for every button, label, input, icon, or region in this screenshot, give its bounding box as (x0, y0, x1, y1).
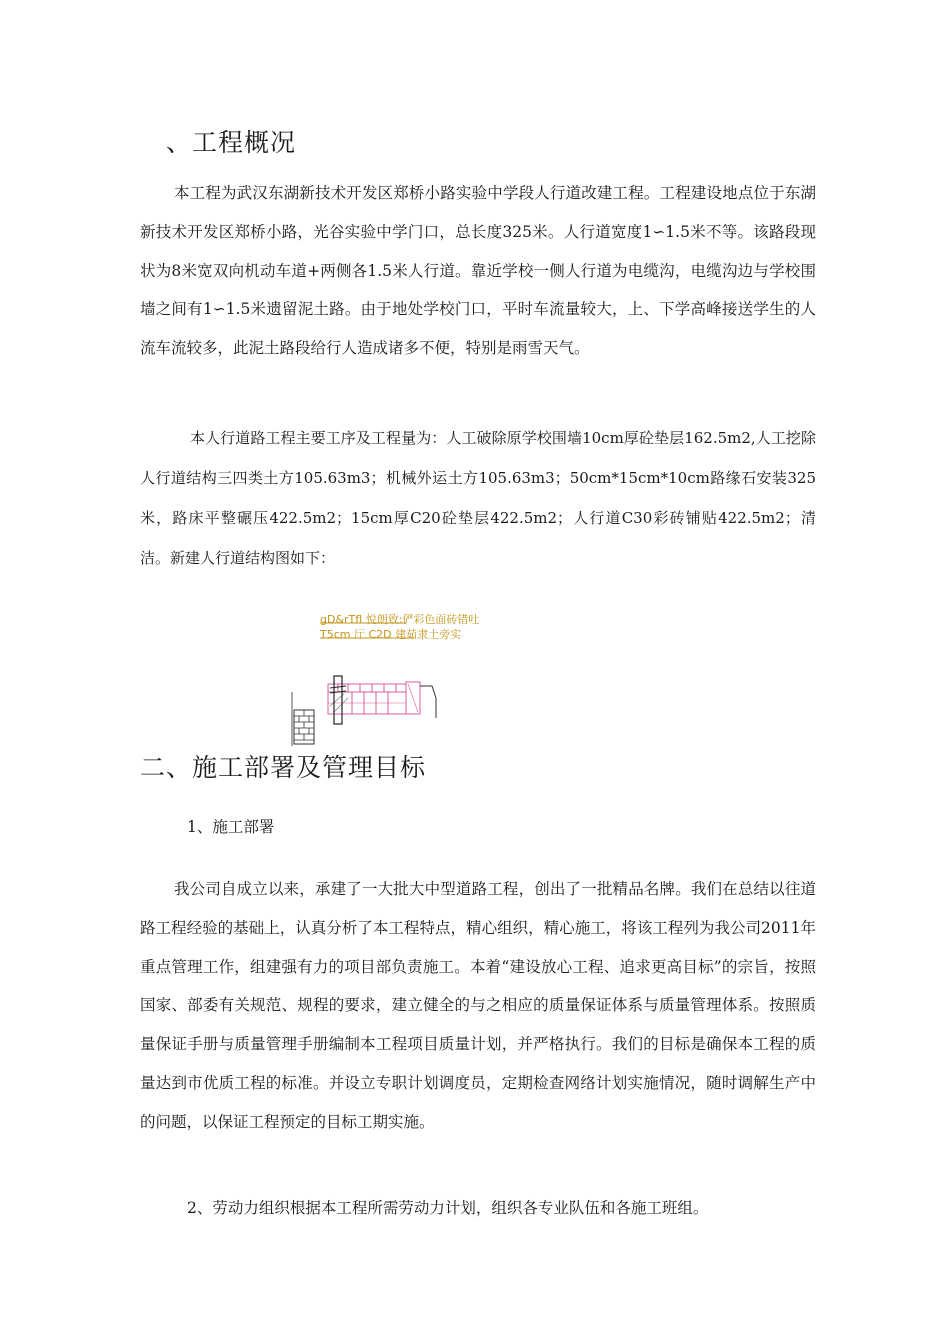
figure-label-concrete: T5cm 厅 C2D 建茹隶土旁实 (320, 628, 462, 641)
section-2-subheading-1: 1、施工部署 (187, 818, 275, 836)
section-1-paragraph-1: 本工程为武汉东湖新技术开发区郑桥小路实验中学段人行道改建工程。工程建设地点位于东湖新技术开发区郑桥小路，光谷实验中学门口，总长度325米。人行道宽度1∽1.5米不等。该路段现状为8米宽双向机动车道+两侧各1.5米人行道。靠近学校一侧人行道为电缆沟，电缆沟边与学校围墙之间有1∽1.5米遗留泥土路。由于地处学校门口，平时车流量较大，上、下学高峰接送学生的人流车流较多，此泥土路段给行人造成诸多不便，特别是雨雪天气。 (140, 184, 816, 358)
figure-label-paver: gD&rTfl 悦朗致:俨彩色面砖错吐 (320, 613, 480, 626)
section-2-title: 二、施工部署及管理目标 (140, 753, 427, 782)
section-2-subheading-2: 2、劳动力组织根据本工程所需劳动力计划，组织各专业队伍和各施工班组。 (187, 1199, 709, 1217)
sidewalk-structure-figure (290, 606, 520, 746)
section-1-title: 、工程概况 (166, 128, 297, 157)
section-2-paragraph-1: 我公司自成立以来，承建了一大批大中型道路工程，创出了一批精品名牌。我们在总结以往道路工程经验的基础上，认真分析了本工程特点，精心组织，精心施工，将该工程列为我公司2011年重点管理工作，组建强有力的项目部负责施工。本着“建设放心工程、追求更高目标”的宗旨，按照国家、部委有关规范、规程的要求，建立健全的与之相应的质量保证体系与质量管理体系。按照质量保证手册与质量管理手册编制本工程项目质量计划，并严格执行。我们的目标是确保本工程的质量达到市优质工程的标准。并设立专职计划调度员，定期检查网络计划实施情况，随时调解生产中的问题，以保证工程预定的目标工期实施。 (140, 880, 816, 1131)
section-1-paragraph-2: 本人行道路工程主要工序及工程量为：人工破除原学校围墙10cm厚砼垫层162.5m2,人工挖除人行道结构三四类土方105.63m3；机械外运土方105.63m3；50cm*15cm*10cm路缘石安装325米，路床平整碾压422.5m2；15cm厚C20砼垫层422.5m2；人行道C30彩砖铺贴422.5m2；清洁。新建人行道结构图如下： (140, 429, 816, 567)
